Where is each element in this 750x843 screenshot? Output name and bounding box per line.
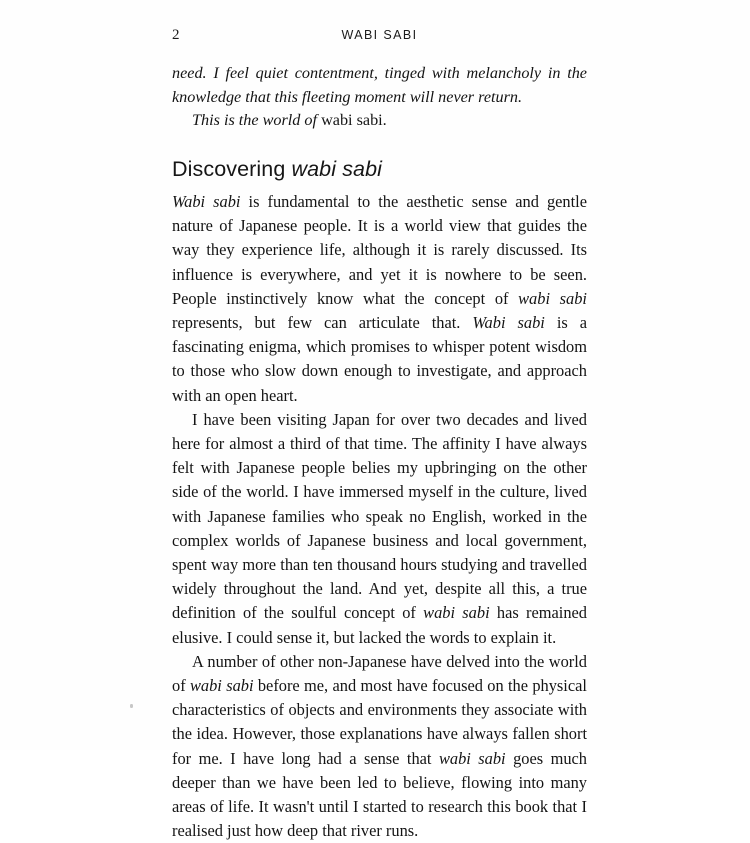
text-run: is a fascinating enigma, which promises to whisper potent wisdom to those who slow down enough to investigate, and approach with an open heart. bbox=[172, 313, 588, 405]
body-paragraph-2 bbox=[172, 408, 587, 650]
text-run: has remained elusive. I could sense it, but lacked the words to explain it. bbox=[172, 603, 587, 647]
text-run: is fundamental to the aesthetic sense and gentle nature of Japanese people. It is a world view that guides the way they experience life, although it is rarely discussed. Its influence is everywhere, and yet it is nowhere to be seen. People instinctively know what the concept of bbox=[172, 192, 587, 308]
text-run: I have been visiting Japan for over two decades and lived here for almost a third of that time. The affinity I have always felt with Japanese people belies my upbringing on the other side of the world. I have immersed myself in the culture, lived with Japanese families who speak no English, worked in the complex worlds of Japanese business and local government, spent way more than ten thousand hours studying and travelled widely throughout the land. And yet, despite all this, a true definition of the soulful concept of bbox=[172, 409, 587, 623]
body-paragraph-3 bbox=[172, 650, 587, 843]
italic-run: wabi sabi bbox=[518, 288, 587, 308]
lead-closing-line bbox=[172, 109, 587, 133]
lead-text-block bbox=[172, 62, 587, 133]
lead-closing-roman: wabi sabi. bbox=[321, 111, 387, 129]
text-run: A number of other non-Japanese have delved into the world of bbox=[172, 651, 587, 696]
page-number: 2 bbox=[172, 27, 180, 43]
section-heading bbox=[172, 156, 587, 182]
body-paragraph-1 bbox=[172, 190, 587, 408]
italic-run: wabi sabi bbox=[438, 748, 506, 768]
italic-run: wabi sabi bbox=[423, 603, 490, 623]
text-run: goes much deeper than we have been led to believe, flowing into many areas of life. It wasn't until I started to research this book that I realised just how deep that river runs. bbox=[172, 748, 588, 841]
section-heading-roman: Discovering bbox=[172, 157, 292, 181]
italic-run: Wabi sabi bbox=[472, 313, 545, 333]
continued-paragraph: need. I feel quiet contentment, tinged with melancholy in the knowledge that this fleeting moment will never return. bbox=[172, 64, 587, 106]
section-heading-italic: wabi sabi bbox=[291, 157, 383, 181]
text-run: represents, but few can articulate that. bbox=[172, 313, 473, 333]
scan-speck bbox=[130, 704, 133, 708]
italic-run: wabi sabi bbox=[189, 676, 254, 696]
italic-run: Wabi sabi bbox=[172, 192, 241, 211]
running-head bbox=[172, 26, 587, 44]
running-head-title: WABI SABI bbox=[341, 28, 418, 42]
lead-closing-italic: This is the world of bbox=[192, 111, 322, 129]
body-text-block bbox=[172, 190, 587, 843]
text-run: before me, and most have focused on the physical characteristics of objects and environments they associate with the idea. However, those explanations have always fallen short for me. I have long had a sense that bbox=[172, 676, 587, 768]
